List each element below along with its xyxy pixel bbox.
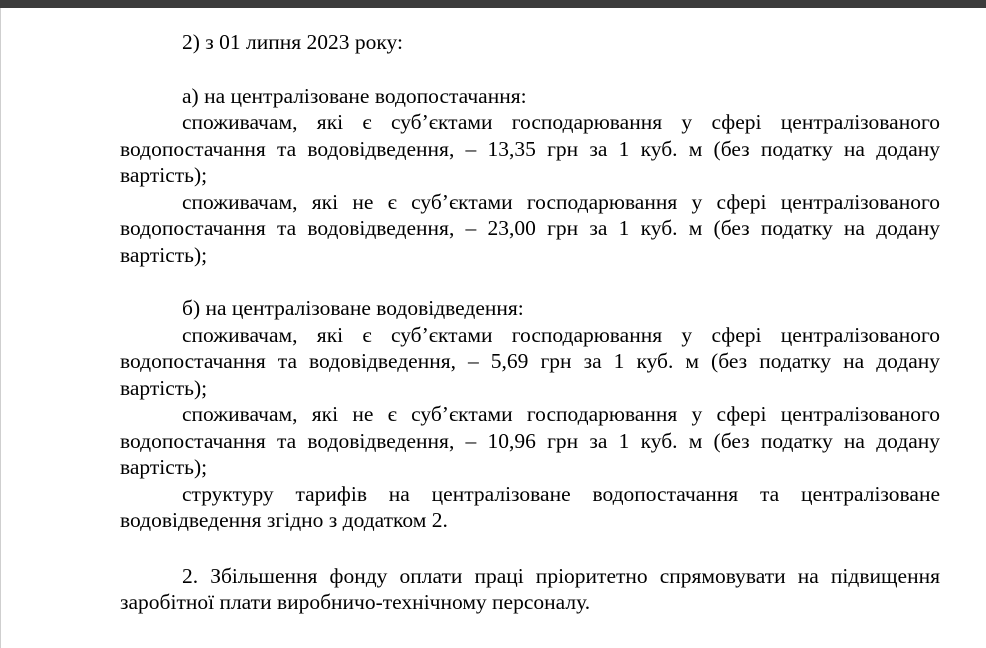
document-body: [120, 29, 940, 616]
section-a-item-1: споживачам, які є суб’єктами господарювання у сфері централізованого водопостачання та водовідведення, – 13,35 грн за 1 куб. м (без податку на додану вартість);: [120, 110, 940, 187]
date-heading: 2) з 01 липня 2023 року:: [182, 30, 403, 54]
section-b-heading: б) на централізоване водовідведення:: [182, 296, 524, 320]
section-b-item-2: споживачам, які не є суб’єктами господарювання у сфері централізованого водопостачання та водовідведення, – 10,96 грн за 1 куб. м (без податку на додану вартість);: [120, 402, 940, 479]
section-b-item-1: споживачам, які є суб’єктами господарювання у сфері централізованого водопостачання та водовідведення, – 5,69 грн за 1 куб. м (без податку на додану вартість);: [120, 322, 940, 400]
blank-line: [120, 56, 940, 83]
section-a-item-2: споживачам, які не є суб’єктами господарювання у сфері централізованого водопостачання та водовідведення, – 23,00 грн за 1 куб. м (без податку на додану вартість);: [120, 189, 940, 267]
document-page: [0, 8, 986, 648]
point-2-paragraph: 2. Збільшення фонду оплати праці пріоритетно спрямовувати на підвищення заробітної плати виробничо-технічному персоналу.: [120, 563, 940, 614]
blank-line: [120, 534, 940, 563]
window-top-bar: [0, 0, 986, 8]
section-a-heading: а) на централізоване водопостачання:: [182, 83, 527, 108]
section-b-item-3: структуру тарифів на централізоване водопостачання та централізоване водовідведення згідно з додатком 2.: [120, 481, 940, 532]
blank-line: [120, 268, 940, 295]
